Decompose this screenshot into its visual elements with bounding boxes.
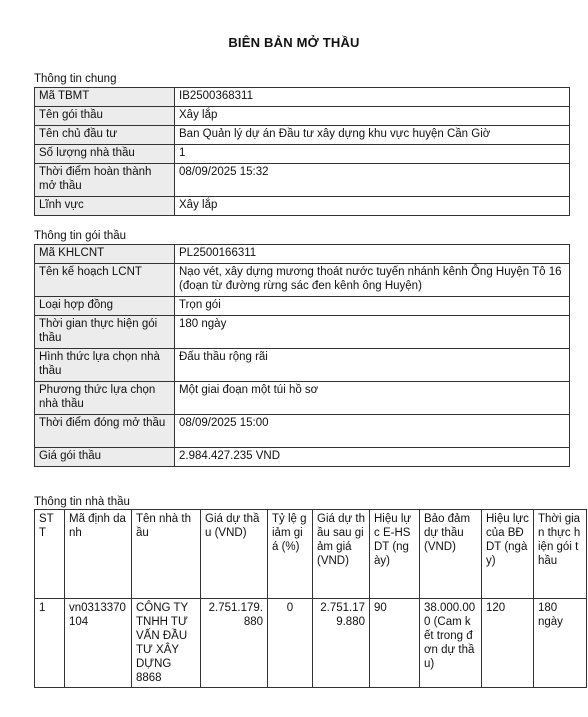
field-label: Hình thức lựa chọn nhà thầu <box>35 349 175 382</box>
general-info-table <box>34 87 570 216</box>
field-value: 08/09/2025 15:32 <box>175 164 570 197</box>
field-value: Xây lắp <box>175 107 570 126</box>
column-header: Mã định danh <box>65 510 132 599</box>
field-value: Một giai đoạn một túi hồ sơ <box>175 382 570 415</box>
table-row <box>35 349 570 382</box>
column-header: Bảo đảm dự thầu (VND) <box>420 510 482 599</box>
table-cell: 0 <box>268 599 313 688</box>
table-cell: vn0313370104 <box>65 599 132 688</box>
table-cell: 2.751.179.880 <box>201 599 268 688</box>
field-label: Tên chủ đầu tư <box>35 126 175 145</box>
field-value: IB2500368311 <box>175 88 570 107</box>
table-row <box>35 126 570 145</box>
column-header: Giá dự thầu sau giảm giá (VND) <box>313 510 370 599</box>
field-value: Xây lắp <box>175 197 570 216</box>
field-value: 2.984.427.235 VND <box>175 448 570 467</box>
field-label: Giá gói thầu <box>35 448 175 467</box>
field-value: Ban Quản lý dự án Đầu tư xây dựng khu vực huyện Cần Giờ <box>175 126 570 145</box>
table-cell: 120 <box>482 599 534 688</box>
table-cell: 38.000.000 (Cam kết trong đơn dự thầu) <box>420 599 482 688</box>
field-label: Mã TBMT <box>35 88 175 107</box>
document-title: BIÊN BẢN MỞ THẦU <box>228 35 360 50</box>
column-header: STT <box>35 510 65 599</box>
column-header: Tên nhà thầu <box>132 510 201 599</box>
table-row <box>35 415 570 448</box>
table-row <box>35 107 570 126</box>
field-label: Thời gian thực hiện gói thầu <box>35 316 175 349</box>
package-info-table <box>34 244 570 467</box>
table-row <box>35 382 570 415</box>
table-row <box>35 164 570 197</box>
field-label: Thời điểm hoàn thành mở thầu <box>35 164 175 197</box>
table-cell: 2.751.179.880 <box>313 599 370 688</box>
column-header: Thời gian thực hiện gói thầu <box>534 510 587 599</box>
field-value: PL2500166311 <box>175 245 570 264</box>
table-row <box>35 599 587 688</box>
column-header: Hiệu lực của BĐ DT (ngày) <box>482 510 534 599</box>
field-label: Loại hợp đồng <box>35 297 175 316</box>
table-cell: CÔNG TY TNHH TƯ VẤN ĐẦU TƯ XÂY DỰNG 8868 <box>132 599 201 688</box>
package-info-heading: Thông tin gói thầu <box>34 230 127 242</box>
table-row <box>35 245 570 264</box>
field-label: Tên kế hoạch LCNT <box>35 264 175 297</box>
table-row <box>35 448 570 467</box>
field-label: Mã KHLCNT <box>35 245 175 264</box>
table-row <box>35 297 570 316</box>
field-value: Đấu thầu rộng rãi <box>175 349 570 382</box>
table-cell: 180 ngày <box>534 599 587 688</box>
field-value: 08/09/2025 15:00 <box>175 415 570 448</box>
table-row <box>35 264 570 297</box>
table-header-row <box>35 510 587 599</box>
field-label: Thời điểm đóng mở thầu <box>35 415 175 448</box>
column-header: Hiệu lực E-HSDT (ngày) <box>370 510 420 599</box>
field-value: 1 <box>175 145 570 164</box>
table-row <box>35 88 570 107</box>
field-label: Số lượng nhà thầu <box>35 145 175 164</box>
field-label: Lĩnh vực <box>35 197 175 216</box>
contractor-info-heading: Thông tin nhà thầu <box>34 496 130 508</box>
general-info-heading: Thông tin chung <box>34 73 117 85</box>
field-label: Phương thức lựa chọn nhà thầu <box>35 382 175 415</box>
field-value: Trọn gói <box>175 297 570 316</box>
field-label: Tên gói thầu <box>35 107 175 126</box>
column-header: Giá dự thầu (VND) <box>201 510 268 599</box>
table-cell: 1 <box>35 599 65 688</box>
contractor-table <box>34 509 587 688</box>
table-row <box>35 197 570 216</box>
table-row <box>35 145 570 164</box>
table-cell: 90 <box>370 599 420 688</box>
column-header: Tỷ lệ giảm giá (%) <box>268 510 313 599</box>
table-row <box>35 316 570 349</box>
field-value: 180 ngày <box>175 316 570 349</box>
field-value: Nạo vét, xây dựng mương thoát nước tuyến nhánh kênh Ông Huyện Tô 16 (đoạn từ đường rừng sác đen kênh ông Huyện) <box>175 264 570 297</box>
